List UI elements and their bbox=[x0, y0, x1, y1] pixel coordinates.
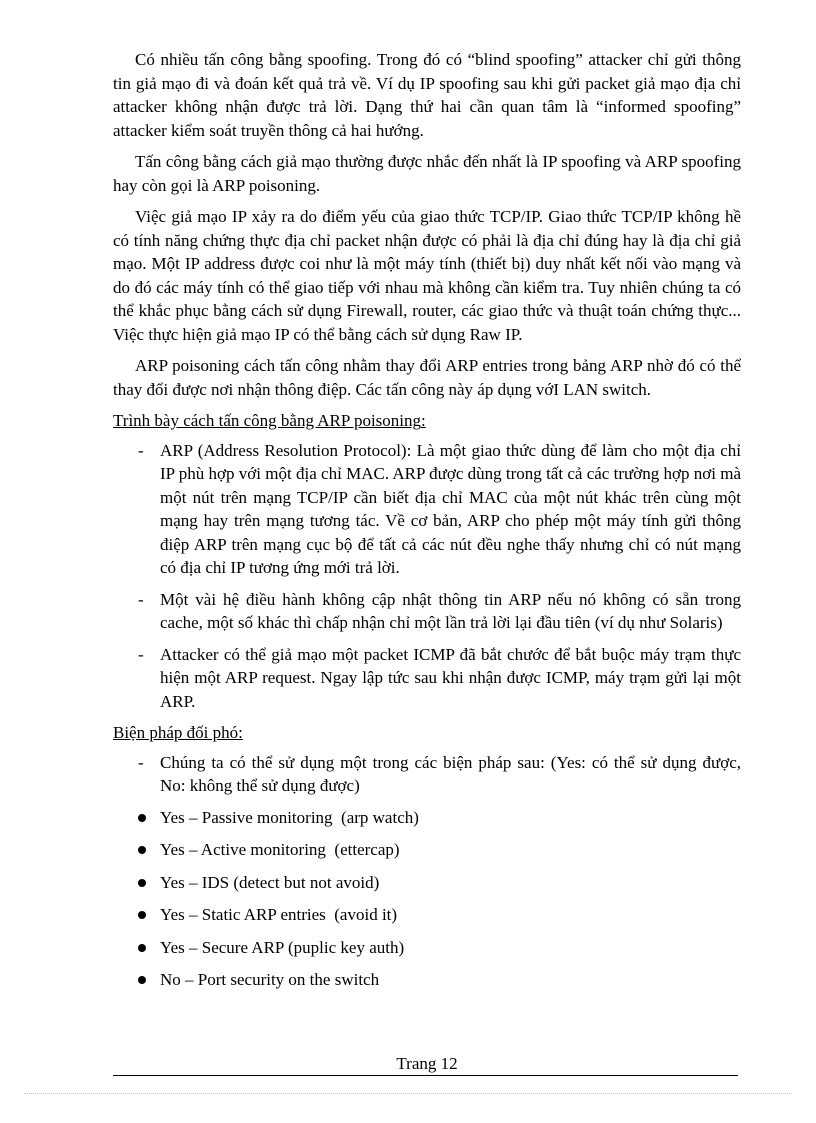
bullet-item bbox=[113, 968, 741, 1001]
bullet-text: Yes – Active monitoring (ettercap) bbox=[160, 840, 400, 859]
page-edge-divider bbox=[24, 1093, 792, 1094]
bullet-item bbox=[113, 903, 741, 936]
bullet-item bbox=[113, 936, 741, 969]
dash-marker: - bbox=[138, 644, 144, 664]
list-item-text: Một vài hệ điều hành không cập nhật thông tin ARP nếu nó không có sẵn trong cache, một số khác thì chấp nhận chỉ một lần trả lời lại đầu tiên (ví dụ như Solaris) bbox=[160, 589, 741, 632]
heading-colon: : bbox=[238, 723, 243, 742]
bullet-item bbox=[113, 871, 741, 904]
list-item-text: Chúng ta có thể sử dụng một trong các biện pháp sau: (Yes: có thể sử dụng được, No: không thể sử dụng được) bbox=[160, 752, 741, 795]
paragraph-arp-poisoning: ARP poisoning cách tấn công nhằm thay đổi ARP entries trong bảng ARP nhờ đó có thể thay đổi được nơi nhận thông điệp. Các tấn công này áp dụng vớI LAN switch. bbox=[113, 356, 741, 399]
bullet-item bbox=[113, 838, 741, 871]
section-heading-countermeasures bbox=[113, 721, 741, 745]
bullet-dot-icon bbox=[138, 879, 146, 887]
list-item bbox=[113, 751, 741, 798]
section-heading-arp-attack bbox=[113, 409, 741, 433]
document-page bbox=[113, 48, 741, 1001]
dash-marker: - bbox=[138, 440, 144, 460]
heading-text: Biện pháp đối phó bbox=[113, 723, 239, 742]
list-item bbox=[113, 643, 741, 714]
bullet-dot-icon bbox=[138, 846, 146, 854]
bullet-item bbox=[113, 806, 741, 839]
list-item-text: ARP (Address Resolution Protocol): Là một giao thức dùng để làm cho một địa chỉ IP phù hợp với một địa chỉ MAC. ARP được dùng trong tất cả các trường hợp nơi mà một nút trên mạng TCP/IP cần biết địa chỉ MAC của một nút khác trên cùng một mạng hay trên mạng tương tác. Về cơ bản, ARP cho phép một máy tính gửi thông điệp ARP trên mạng cục bộ để tất cả các nút đều nghe thấy nhưng chỉ có nút mạng có địa chỉ IP tương ứng mới trả lời. bbox=[160, 440, 741, 577]
bullet-text: Yes – Secure ARP (puplic key auth) bbox=[160, 937, 405, 957]
bullet-text: Yes – Passive monitoring (arp watch) bbox=[160, 807, 419, 827]
bullet-dot-icon bbox=[138, 976, 146, 984]
bullet-dot-icon bbox=[138, 944, 146, 952]
dash-marker: - bbox=[138, 752, 144, 772]
heading-text: Trình bày cách tấn công bằng ARP poisoning bbox=[113, 411, 422, 430]
bullet-dot-icon bbox=[138, 911, 146, 919]
page-footer: Trang 12 bbox=[396, 1054, 458, 1073]
heading-colon: : bbox=[421, 411, 426, 430]
footer-divider bbox=[113, 1075, 738, 1076]
dash-marker: - bbox=[138, 589, 144, 609]
list-item-text: Attacker có thể giả mạo một packet ICMP đã bắt chước để bắt buộc máy trạm thực hiện một ARP request. Ngay lập tức sau khi nhận được ICMP, máy trạm gửi lại một ARP. bbox=[160, 644, 741, 711]
list-item bbox=[113, 588, 741, 635]
paragraph-spoofing-common: Tấn công bằng cách giả mạo thường được nhắc đến nhất là IP spoofing và ARP spoofing hay còn gọi là ARP poisoning. bbox=[113, 152, 741, 195]
paragraph-ip-spoofing: Việc giả mạo IP xảy ra do điểm yếu của giao thức TCP/IP. Giao thức TCP/IP không hề có tính năng chứng thực địa chỉ packet nhận được có phải là địa chỉ đúng hay là địa chỉ giả mạo. Một IP address được coi như là một máy tính (thiết bị) duy nhất kết nối vào mạng và do đó các máy tính có thể giao tiếp với nhau mà không cần kiểm tra. Tuy nhiên chúng ta có thể khắc phục bằng cách sử dụng Firewall, router, các giao thức và thuật toán chứng thực... Việc thực hiện giả mạo IP có thể bằng cách sử dụng Raw IP. bbox=[113, 207, 741, 344]
bullet-text: No – Port security on the switch bbox=[160, 970, 380, 989]
list-item bbox=[113, 439, 741, 580]
bullet-dot-icon bbox=[138, 814, 146, 822]
paragraph-spoofing-types: Có nhiều tấn công bằng spoofing. Trong đó có “blind spoofing” attacker chỉ gửi thông tin giả mạo đi và đoán kết quả trả về. Ví dụ IP spoofing sau khi gửi packet giả mạo địa chỉ attacker không nhận được trả lời. Dạng thứ hai cần quan tâm là “informed spoofing” attacker kiểm soát truyền thông cả hai hướng. bbox=[113, 50, 741, 140]
bullet-text: Yes – Static ARP entries (avoid it) bbox=[160, 905, 398, 924]
bullet-text: Yes – IDS (detect but not avoid) bbox=[160, 872, 380, 892]
